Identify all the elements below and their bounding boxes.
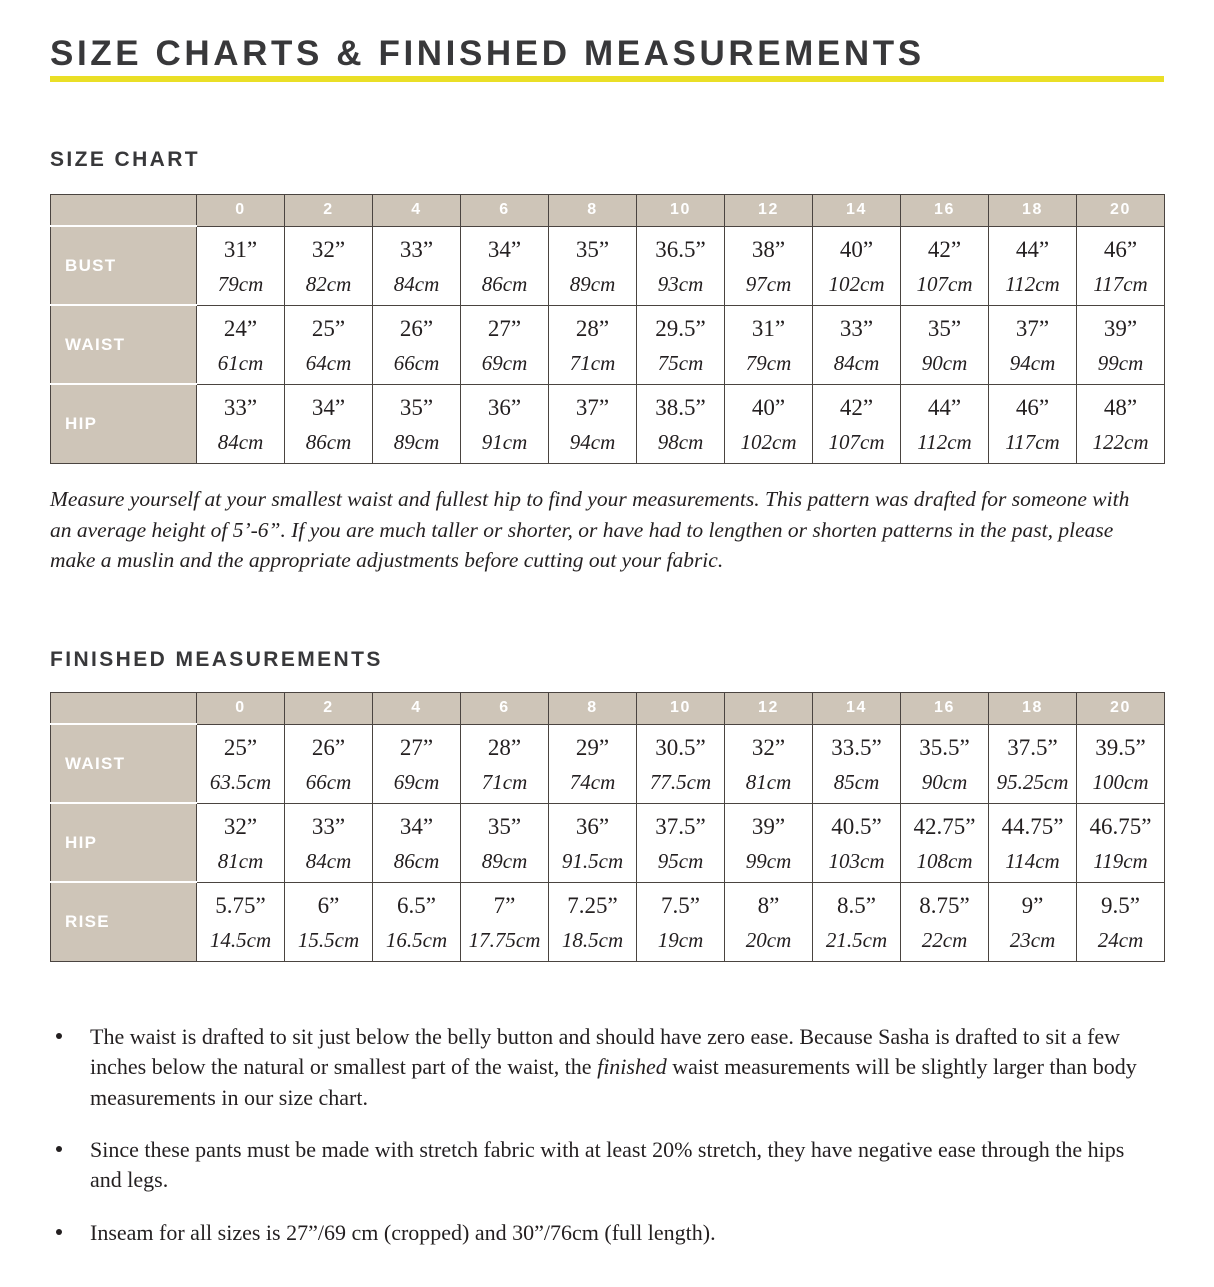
measurement-inches: 33” xyxy=(223,395,258,421)
measurement-inches: 33” xyxy=(839,316,874,342)
measurement-cm: 16.5cm xyxy=(385,927,448,952)
measurement-cm: 122cm xyxy=(1092,429,1149,454)
size-column-header: 0 xyxy=(197,195,285,227)
measurement-cell xyxy=(813,724,901,803)
size-column-header: 20 xyxy=(1077,693,1165,725)
measurement-inches: 36” xyxy=(487,395,522,421)
size-column-header: 14 xyxy=(813,195,901,227)
measurement-cm: 74cm xyxy=(569,769,616,794)
plain-text: Inseam for all sizes is 27”/69 cm (cropped) and 30”/76cm (full length). xyxy=(90,1219,716,1245)
measurement-cell xyxy=(461,724,549,803)
section-heading-finished-measurements: FINISHED MEASUREMENTS xyxy=(50,648,383,671)
measurement-cell xyxy=(197,305,285,384)
measurement-inches: 46” xyxy=(1015,395,1050,421)
measurement-cm: 89cm xyxy=(481,848,528,873)
measurement-cm: 82cm xyxy=(305,271,352,296)
measurement-inches: 7” xyxy=(493,893,516,919)
measurement-cell xyxy=(549,724,637,803)
measurement-cm: 17.75cm xyxy=(468,927,541,952)
table-row xyxy=(51,882,1165,961)
measurement-cm: 95cm xyxy=(657,848,704,873)
measurement-inches: 25” xyxy=(223,735,258,761)
measurement-inches: 39” xyxy=(1103,316,1138,342)
measurement-inches: 42” xyxy=(927,237,962,263)
measurement-cell xyxy=(989,384,1077,463)
measurement-inches: 30.5” xyxy=(655,735,706,761)
measurement-inches: 35.5” xyxy=(919,735,970,761)
measurement-inches: 36.5” xyxy=(655,237,706,263)
measurement-inches: 35” xyxy=(575,237,610,263)
emphasis-text: finished xyxy=(597,1054,667,1080)
measurement-inches: 44” xyxy=(1015,237,1050,263)
notes-bullet-list xyxy=(50,1022,1155,1270)
row-label-waist: WAIST xyxy=(51,724,197,803)
measurement-cm: 77.5cm xyxy=(649,769,712,794)
measurement-cm: 20cm xyxy=(745,927,792,952)
measurement-cm: 81cm xyxy=(745,769,792,794)
row-label-bust: BUST xyxy=(51,226,197,305)
measurement-cm: 98cm xyxy=(657,429,704,454)
measurement-cm: 66cm xyxy=(393,350,440,375)
measurement-cm: 84cm xyxy=(217,429,264,454)
table-row xyxy=(51,803,1165,882)
plain-text: The waist is drafted to sit just below the belly button and should have zero ease. Because Sasha is drafted to sit a few inches below the natural or smallest part of the waist, the xyxy=(90,1024,1121,1080)
measurement-cell xyxy=(285,226,373,305)
measurement-cm: 89cm xyxy=(393,429,440,454)
plain-text: waist measurements will be slightly larger than body measurements in our size chart. xyxy=(90,1054,1137,1110)
measurement-inches: 31” xyxy=(751,316,786,342)
measurement-cell xyxy=(725,803,813,882)
measurement-inches: 37.5” xyxy=(1007,735,1058,761)
measurement-inches: 7.25” xyxy=(567,893,618,919)
measurement-cm: 84cm xyxy=(833,350,880,375)
size-chart-table xyxy=(50,194,1165,464)
measurement-cm: 114cm xyxy=(1005,848,1060,873)
measurement-cm: 91.5cm xyxy=(561,848,624,873)
measurement-cell xyxy=(373,724,461,803)
measurement-cell xyxy=(725,226,813,305)
measurement-cm: 15.5cm xyxy=(297,927,360,952)
measurement-cm: 86cm xyxy=(481,271,528,296)
measurement-cm: 102cm xyxy=(828,271,885,296)
measurement-inches: 7.5” xyxy=(661,893,700,919)
measurement-inches: 29” xyxy=(575,735,610,761)
measurement-cell xyxy=(285,305,373,384)
measurement-cm: 90cm xyxy=(921,350,968,375)
measurement-cell xyxy=(197,882,285,961)
measurement-cm: 107cm xyxy=(828,429,885,454)
measurement-cm: 63.5cm xyxy=(209,769,272,794)
measurement-cell xyxy=(725,724,813,803)
measurement-inches: 37.5” xyxy=(655,814,706,840)
measurement-inches: 44.75” xyxy=(1001,814,1064,840)
measurement-inches: 32” xyxy=(751,735,786,761)
measurement-inches: 46.75” xyxy=(1089,814,1152,840)
measurement-cell xyxy=(197,724,285,803)
measurement-cell xyxy=(549,882,637,961)
table-corner-cell xyxy=(51,693,197,725)
measurement-cm: 22cm xyxy=(921,927,968,952)
measurement-cell xyxy=(1077,226,1165,305)
measurement-cell xyxy=(637,724,725,803)
measurement-cm: 71cm xyxy=(481,769,528,794)
size-column-header: 16 xyxy=(901,693,989,725)
measurement-cell xyxy=(1077,882,1165,961)
measurement-cm: 90cm xyxy=(921,769,968,794)
measurement-cell xyxy=(901,384,989,463)
measurement-inches: 8.5” xyxy=(837,893,876,919)
bullet-dot-icon xyxy=(56,1033,62,1039)
measurement-cm: 94cm xyxy=(1009,350,1056,375)
measurement-cell xyxy=(285,724,373,803)
measurement-cm: 18.5cm xyxy=(561,927,624,952)
measurement-cell xyxy=(901,724,989,803)
measurement-cell xyxy=(901,226,989,305)
measurement-cm: 103cm xyxy=(828,848,885,873)
measurement-cell xyxy=(461,803,549,882)
table-header-row xyxy=(51,195,1165,227)
measurement-cell xyxy=(461,226,549,305)
measurement-cell xyxy=(197,384,285,463)
measurement-inches: 33” xyxy=(311,814,346,840)
list-item-text xyxy=(90,1137,1124,1192)
measurement-cm: 75cm xyxy=(657,350,704,375)
table-corner-cell xyxy=(51,195,197,227)
measurement-cell xyxy=(901,882,989,961)
measurement-cell xyxy=(549,226,637,305)
measurement-inches: 25” xyxy=(311,316,346,342)
measurement-inches: 40” xyxy=(839,237,874,263)
measurement-cm: 69cm xyxy=(393,769,440,794)
measurement-cell xyxy=(461,882,549,961)
measurement-inches: 8.75” xyxy=(919,893,970,919)
measurement-inches: 48” xyxy=(1103,395,1138,421)
measurement-cell xyxy=(637,305,725,384)
list-item-text xyxy=(90,1024,1137,1110)
bullet-dot-icon xyxy=(56,1146,62,1152)
measurement-cm: 112cm xyxy=(917,429,972,454)
row-label-hip: HIP xyxy=(51,803,197,882)
measurement-cell xyxy=(989,226,1077,305)
row-label-waist: WAIST xyxy=(51,305,197,384)
measurement-cell xyxy=(813,882,901,961)
measurement-cell xyxy=(285,384,373,463)
size-column-header: 18 xyxy=(989,693,1077,725)
measurement-inches: 42” xyxy=(839,395,874,421)
measurement-inches: 40.5” xyxy=(831,814,882,840)
measurement-inches: 35” xyxy=(487,814,522,840)
size-column-header: 2 xyxy=(285,195,373,227)
measurement-inches: 33.5” xyxy=(831,735,882,761)
measurement-inches: 31” xyxy=(223,237,258,263)
measurement-cm: 117cm xyxy=(1093,271,1148,296)
measurement-cm: 100cm xyxy=(1092,769,1149,794)
measurement-cell xyxy=(901,803,989,882)
measurement-inches: 42.75” xyxy=(913,814,976,840)
size-column-header: 16 xyxy=(901,195,989,227)
measurement-cell xyxy=(461,305,549,384)
measurement-cell xyxy=(637,226,725,305)
section-heading-size-chart: SIZE CHART xyxy=(50,148,200,171)
measurement-cell xyxy=(549,305,637,384)
measurement-cm: 61cm xyxy=(217,350,264,375)
measurement-cell xyxy=(373,226,461,305)
table-row xyxy=(51,305,1165,384)
list-item xyxy=(50,1218,1155,1248)
measurement-inches: 28” xyxy=(575,316,610,342)
plain-text: Since these pants must be made with stretch fabric with at least 20% stretch, they have negative ease through the hips and legs. xyxy=(90,1137,1125,1193)
measurement-cell xyxy=(549,803,637,882)
measurement-cell xyxy=(813,226,901,305)
measurement-cell xyxy=(989,724,1077,803)
measurement-cm: 95.25cm xyxy=(996,769,1069,794)
measurement-cell xyxy=(197,226,285,305)
finished-measurements-table xyxy=(50,692,1165,962)
measurement-inches: 35” xyxy=(399,395,434,421)
measurement-cm: 23cm xyxy=(1009,927,1056,952)
measurement-cell xyxy=(197,803,285,882)
measurement-cm: 86cm xyxy=(393,848,440,873)
measurement-cm: 24cm xyxy=(1097,927,1144,952)
measurement-inches: 39” xyxy=(751,814,786,840)
measurement-inches: 46” xyxy=(1103,237,1138,263)
finished-measurements-body xyxy=(51,724,1165,961)
row-label-hip: HIP xyxy=(51,384,197,463)
measurement-cell xyxy=(637,803,725,882)
measurement-inches: 37” xyxy=(575,395,610,421)
measurement-cell xyxy=(989,803,1077,882)
measurement-cm: 79cm xyxy=(745,350,792,375)
measurement-cm: 99cm xyxy=(745,848,792,873)
measurement-cell xyxy=(901,305,989,384)
size-column-header: 10 xyxy=(637,195,725,227)
measurement-inches: 35” xyxy=(927,316,962,342)
measurement-cell xyxy=(1077,305,1165,384)
measurement-cell xyxy=(813,384,901,463)
size-chart-head xyxy=(51,195,1165,227)
measurement-inches: 33” xyxy=(399,237,434,263)
measurement-cm: 117cm xyxy=(1005,429,1060,454)
measurement-inches: 8” xyxy=(757,893,780,919)
finished-measurements-head xyxy=(51,693,1165,725)
measurement-cm: 99cm xyxy=(1097,350,1144,375)
measurement-cm: 93cm xyxy=(657,271,704,296)
measurement-cm: 64cm xyxy=(305,350,352,375)
measurement-cm: 79cm xyxy=(217,271,264,296)
measurement-inches: 26” xyxy=(311,735,346,761)
size-column-header: 6 xyxy=(461,693,549,725)
page-title: SIZE CHARTS & FINISHED MEASUREMENTS xyxy=(50,34,925,73)
measurement-inches: 28” xyxy=(487,735,522,761)
size-column-header: 20 xyxy=(1077,195,1165,227)
measurement-cm: 69cm xyxy=(481,350,528,375)
size-chart-note: Measure yourself at your smallest waist and fullest hip to find your measurements. This pattern was drafted for someone with an average height of 5’-6”. If you are much taller or shorter, or have had to lengthen or shorten patterns in the past, please make a muslin and the appropriate adjustments before cutting out your fabric. xyxy=(50,487,1130,573)
table-row xyxy=(51,226,1165,305)
measurement-cm: 108cm xyxy=(916,848,973,873)
measurement-cell xyxy=(637,882,725,961)
measurement-cell xyxy=(725,882,813,961)
measurement-cell xyxy=(1077,724,1165,803)
size-column-header: 10 xyxy=(637,693,725,725)
measurement-cm: 85cm xyxy=(833,769,880,794)
measurement-inches: 34” xyxy=(311,395,346,421)
measurement-cm: 91cm xyxy=(481,429,528,454)
measurement-cm: 112cm xyxy=(1005,271,1060,296)
measurement-cell xyxy=(285,882,373,961)
table-header-row xyxy=(51,693,1165,725)
measurement-inches: 27” xyxy=(399,735,434,761)
measurement-inches: 24” xyxy=(223,316,258,342)
measurement-inches: 36” xyxy=(575,814,610,840)
size-column-header: 2 xyxy=(285,693,373,725)
measurement-cm: 94cm xyxy=(569,429,616,454)
measurement-cell xyxy=(813,305,901,384)
measurement-inches: 29.5” xyxy=(655,316,706,342)
measurement-inches: 5.75” xyxy=(215,893,266,919)
measurement-cm: 84cm xyxy=(305,848,352,873)
title-accent-rule xyxy=(50,76,1164,82)
size-column-header: 4 xyxy=(373,195,461,227)
measurement-cm: 84cm xyxy=(393,271,440,296)
measurement-cell xyxy=(1077,803,1165,882)
bullet-dot-icon xyxy=(56,1229,62,1235)
measurement-inches: 32” xyxy=(311,237,346,263)
measurement-cm: 97cm xyxy=(745,271,792,296)
measurement-inches: 38” xyxy=(751,237,786,263)
measurement-inches: 9” xyxy=(1021,893,1044,919)
size-column-header: 12 xyxy=(725,693,813,725)
measurement-cm: 86cm xyxy=(305,429,352,454)
measurement-inches: 6.5” xyxy=(397,893,436,919)
size-column-header: 8 xyxy=(549,693,637,725)
size-chart-body xyxy=(51,226,1165,463)
size-column-header: 14 xyxy=(813,693,901,725)
measurement-inches: 32” xyxy=(223,814,258,840)
measurement-cell xyxy=(813,803,901,882)
table-row xyxy=(51,724,1165,803)
measurement-inches: 26” xyxy=(399,316,434,342)
measurement-cell xyxy=(373,882,461,961)
size-column-header: 4 xyxy=(373,693,461,725)
measurement-cm: 102cm xyxy=(740,429,797,454)
measurement-inches: 34” xyxy=(487,237,522,263)
measurement-cm: 107cm xyxy=(916,271,973,296)
measurement-inches: 6” xyxy=(317,893,340,919)
size-column-header: 8 xyxy=(549,195,637,227)
measurement-inches: 34” xyxy=(399,814,434,840)
measurement-cell xyxy=(725,305,813,384)
measurement-inches: 39.5” xyxy=(1095,735,1146,761)
measurement-inches: 27” xyxy=(487,316,522,342)
measurement-inches: 44” xyxy=(927,395,962,421)
table-row xyxy=(51,384,1165,463)
measurement-cell xyxy=(285,803,373,882)
measurement-cm: 89cm xyxy=(569,271,616,296)
measurement-cm: 19cm xyxy=(657,927,704,952)
measurement-cell xyxy=(1077,384,1165,463)
measurement-cell xyxy=(989,882,1077,961)
list-item xyxy=(50,1135,1155,1196)
measurement-cell xyxy=(725,384,813,463)
measurement-inches: 38.5” xyxy=(655,395,706,421)
measurement-cell xyxy=(989,305,1077,384)
measurement-cm: 66cm xyxy=(305,769,352,794)
size-column-header: 0 xyxy=(197,693,285,725)
list-item xyxy=(50,1022,1155,1113)
measurement-cm: 71cm xyxy=(569,350,616,375)
measurement-cell xyxy=(461,384,549,463)
measurement-cell xyxy=(373,803,461,882)
list-item-text xyxy=(90,1220,716,1245)
measurement-cm: 81cm xyxy=(217,848,264,873)
measurement-cell xyxy=(549,384,637,463)
measurement-inches: 40” xyxy=(751,395,786,421)
measurement-cm: 14.5cm xyxy=(209,927,272,952)
measurement-cell xyxy=(637,384,725,463)
measurement-cell xyxy=(373,384,461,463)
size-column-header: 18 xyxy=(989,195,1077,227)
size-column-header: 12 xyxy=(725,195,813,227)
size-column-header: 6 xyxy=(461,195,549,227)
measurement-inches: 37” xyxy=(1015,316,1050,342)
measurement-cm: 119cm xyxy=(1093,848,1148,873)
row-label-rise: RISE xyxy=(51,882,197,961)
measurement-cell xyxy=(373,305,461,384)
measurement-inches: 9.5” xyxy=(1101,893,1140,919)
measurement-cm: 21.5cm xyxy=(825,927,888,952)
